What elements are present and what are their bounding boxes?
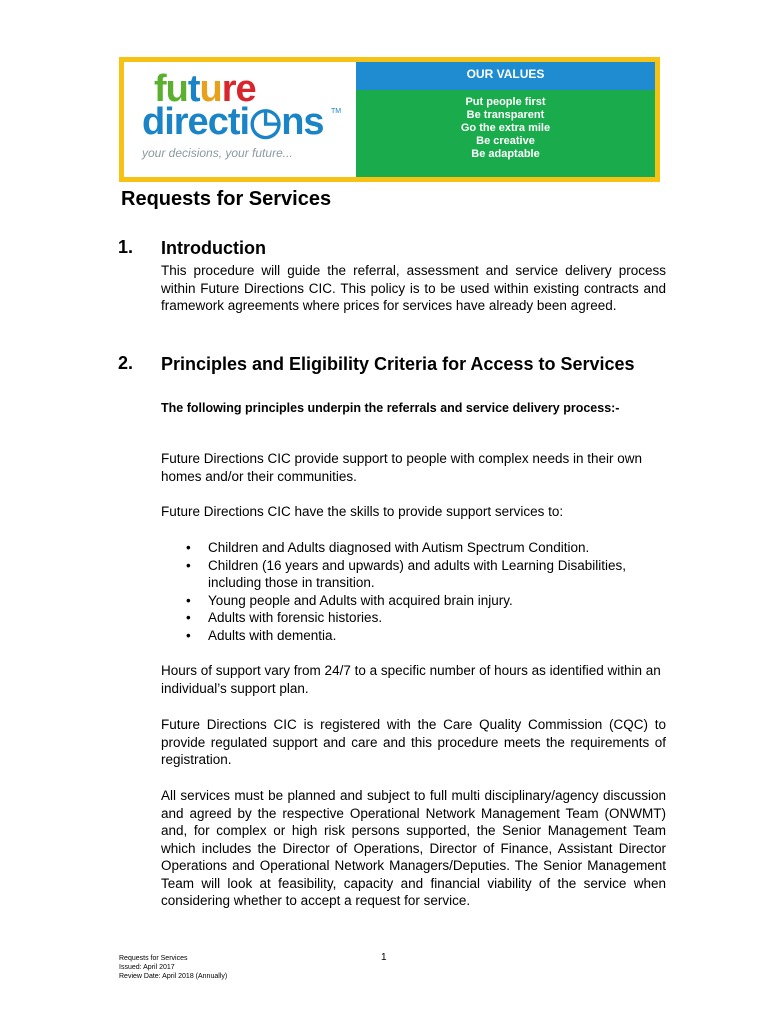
- logo-trademark: TM: [331, 108, 342, 115]
- logo-word-directions: directi◷ns: [142, 101, 324, 143]
- section-heading-principles: Principles and Eligibility Criteria for Access to Services: [161, 354, 635, 374]
- future-directions-logo: [124, 62, 356, 177]
- footer-review-date: Review Date: April 2018 (Annually): [119, 973, 228, 980]
- section-number: 2.: [118, 353, 134, 373]
- paragraph: All services must be planned and subject to full multi disciplinary/agency discussion and agreed by the respective Operational Network Management Team (ONWMT) and, for complex or high risk persons supported, the Senior Management Team which includes the Director of Operations, Director of Finance, Assistant Director Operations and Operational Network Managers/Deputies. The Senior Management Team will look at feasibility, capacity and financial viability of the service when considering whether to accept a request for service.: [161, 788, 666, 908]
- principles-subheading: The following principles underpin the referrals and service delivery process:-: [161, 401, 620, 415]
- paragraph: Hours of support vary from 24/7 to a specific number of hours as identified within an individual’s support plan.: [161, 663, 661, 696]
- value-item: Be transparent: [466, 109, 545, 121]
- footer-issued: Issued: April 2017: [119, 964, 175, 971]
- footer-doc-name: Requests for Services: [119, 955, 188, 962]
- list-item: • Children and Adults diagnosed with Autism Spectrum Condition.: [180, 539, 660, 557]
- list-item: • Young people and Adults with acquired brain injury.: [180, 592, 660, 610]
- logo-word-future: future: [154, 68, 256, 110]
- document-title: Requests for Services: [121, 188, 332, 210]
- paragraph: Future Directions CIC have the skills to provide support services to:: [161, 504, 564, 519]
- list-item: • Children (16 years and upwards) and adults with Learning Disabilities, including those in transition.: [180, 557, 660, 592]
- list-item: • Adults with dementia.: [180, 627, 660, 645]
- section-heading-introduction: Introduction: [161, 238, 266, 258]
- values-list: [356, 90, 655, 177]
- value-item: Be creative: [476, 135, 535, 147]
- paragraph: Future Directions CIC provide support to people with complex needs in their own homes and/or their communities.: [161, 451, 642, 484]
- introduction-paragraph: This procedure will guide the referral, assessment and service delivery process within Future Directions CIC. This policy is to be used within existing contracts and framework agreements where prices for services have already been agreed.: [161, 263, 666, 313]
- services-bullet-list: [180, 539, 660, 644]
- page-footer: [119, 954, 227, 981]
- value-item: Put people first: [465, 96, 546, 108]
- list-item: • Adults with forensic histories.: [180, 609, 660, 627]
- header-banner: [119, 57, 660, 182]
- value-item: Go the extra mile: [460, 122, 551, 134]
- paragraph: Future Directions CIC is registered with the Care Quality Commission (CQC) to provide regulated support and care and this procedure meets the requirements of registration.: [161, 717, 666, 767]
- values-title: OUR VALUES: [356, 62, 655, 90]
- section-number: 1.: [118, 237, 134, 257]
- logo-tagline: your decisions, your future...: [142, 146, 293, 160]
- page-number: 1: [381, 952, 387, 963]
- value-item: Be adaptable: [471, 148, 540, 160]
